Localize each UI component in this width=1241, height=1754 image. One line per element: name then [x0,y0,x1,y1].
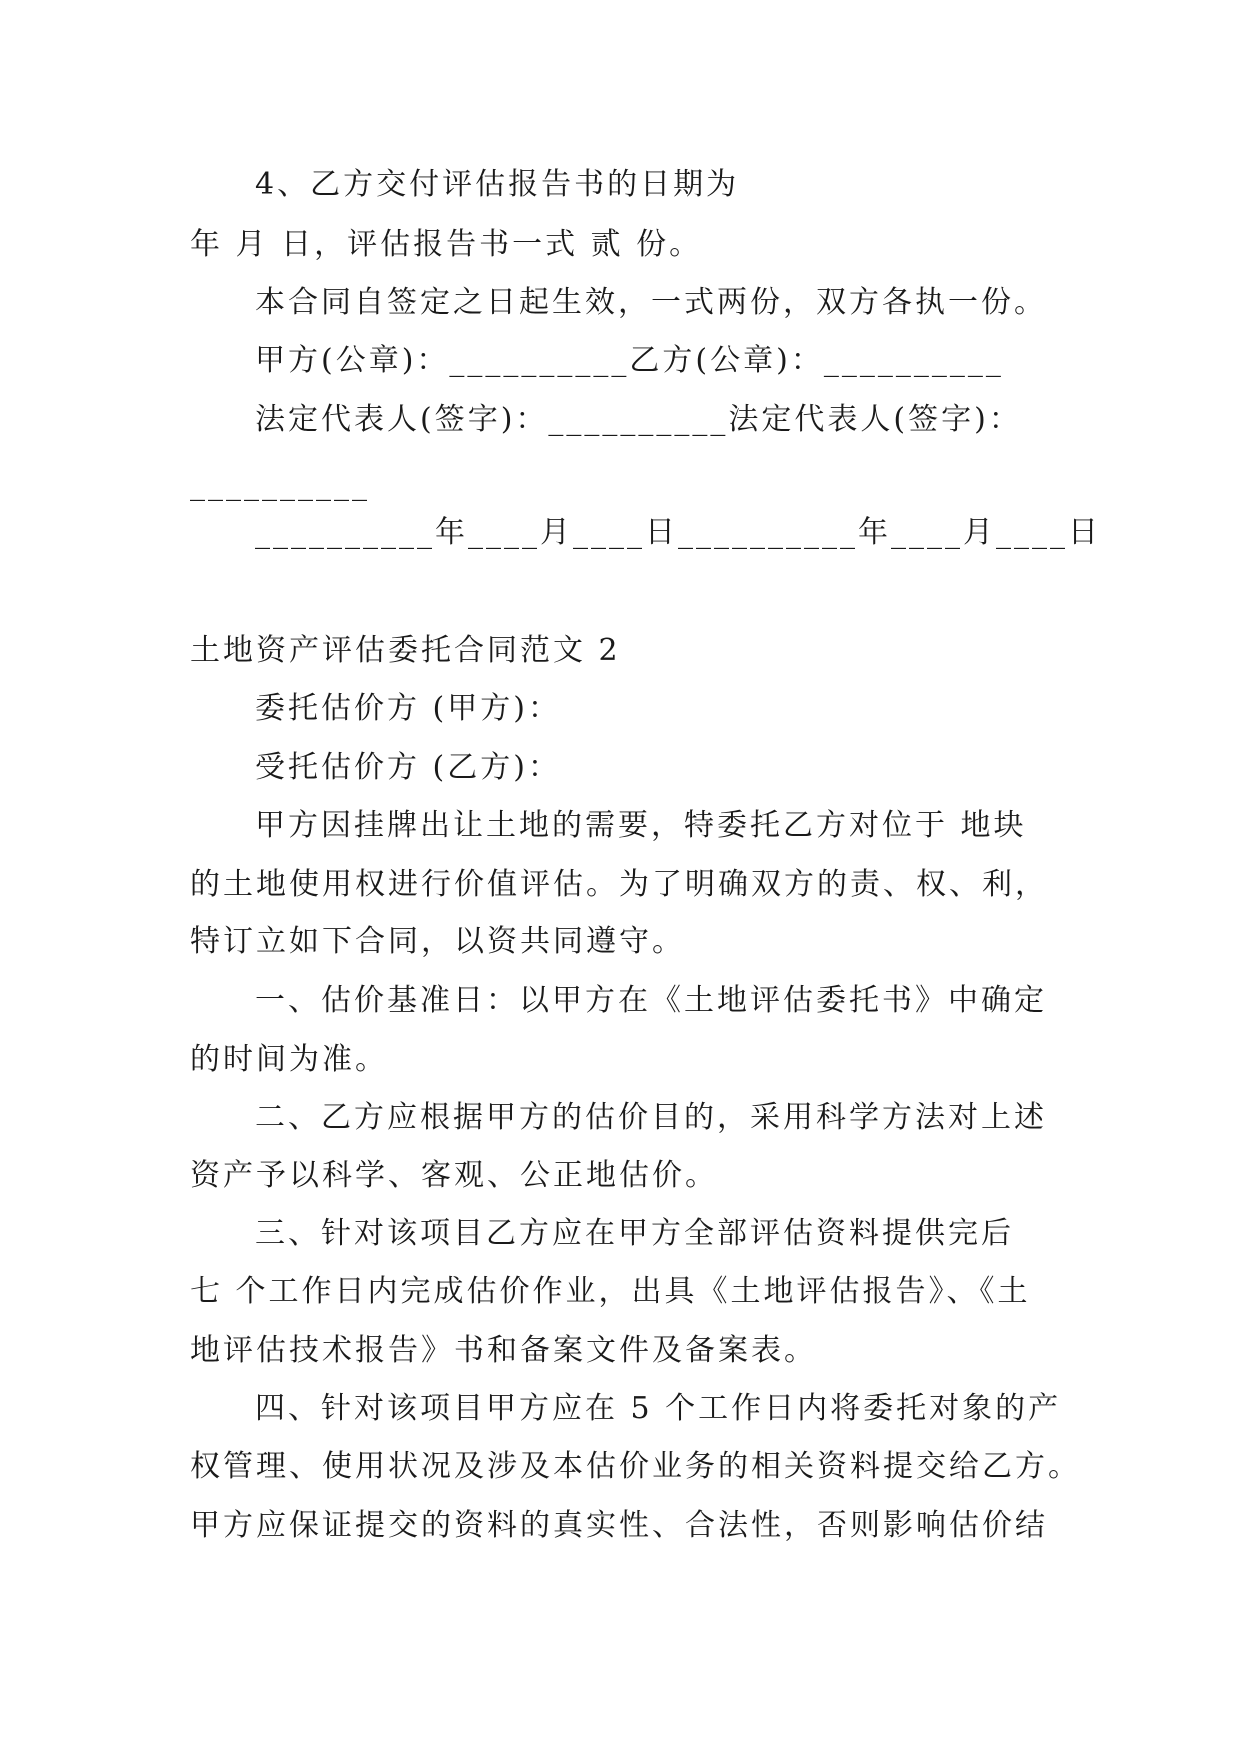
clause3-line1: 三、针对该项目乙方应在甲方全部评估资料提供完后 [255,1216,1014,1251]
clause4-line3: 甲方应保证提交的资料的真实性、合法性，否则影响估价结 [190,1508,1048,1543]
seal-line: 甲方(公章)：__________乙方(公章)：__________ [255,343,1004,378]
clause1-line1: 一、估价基准日：以甲方在《土地评估委托书》中确定 [255,983,1047,1018]
date-line: __________年____月____日__________年____月____日 [255,515,1101,550]
intro-line2: 的土地使用权进行价值评估。为了明确双方的责、权、利， [190,867,1048,902]
item4-line2: 年 月 日，评估报告书一式 贰 份。 [190,227,703,262]
client-party: 委托估价方 (甲方)： [255,691,561,726]
item4-line1: 4、乙方交付评估报告书的日期为 [255,167,740,202]
contractor-party: 受托估价方 (乙方)： [255,750,561,785]
intro-line3: 特订立如下合同，以资共同遵守。 [190,924,685,959]
clause4-line2: 权管理、使用状况及涉及本估价业务的相关资料提交给乙方。 [190,1449,1081,1484]
clause2-line1: 二、乙方应根据甲方的估价目的，采用科学方法对上述 [255,1100,1047,1135]
clause3-line2: 七 个工作日内完成估价作业，出具《土地评估报告》、《土 [190,1274,1031,1309]
clause4-line1: 四、针对该项目甲方应在 5 个工作日内将委托对象的产 [255,1391,1062,1426]
representative-blank: __________ [190,467,370,502]
clause2-line2: 资产予以科学、客观、公正地估价。 [190,1158,718,1193]
representative-line: 法定代表人(签字)：__________法定代表人(签字)： [255,402,1022,437]
clause3-line3: 地评估技术报告》书和备案文件及备案表。 [190,1333,817,1368]
effect-clause: 本合同自签定之日起生效，一式两份，双方各执一份。 [255,285,1047,320]
intro-line1: 甲方因挂牌出让土地的需要，特委托乙方对位于 地块 [255,808,1027,843]
section-title: 土地资产评估委托合同范文 2 [190,633,621,668]
clause1-line2: 的时间为准。 [190,1042,388,1077]
